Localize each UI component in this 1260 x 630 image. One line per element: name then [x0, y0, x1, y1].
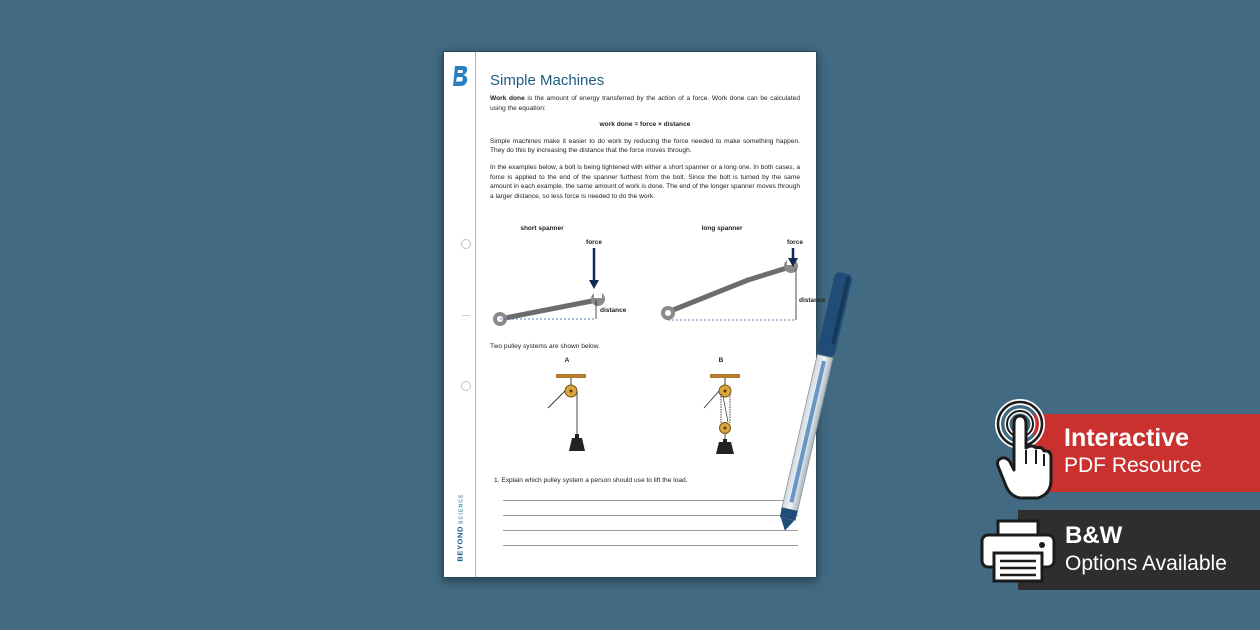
bw-title: B&W [1065, 522, 1123, 549]
short-force-label: force [586, 239, 602, 246]
long-spanner-label: long spanner [701, 225, 743, 232]
interactive-subtitle: PDF Resource [1064, 454, 1202, 477]
answer-line-1[interactable] [503, 500, 798, 501]
pulley-intro: Two pulley systems are shown below. [490, 343, 600, 350]
interactive-title: Interactive [1064, 424, 1190, 452]
punch-hole-top [461, 239, 471, 249]
brand-main: BEYOND [455, 525, 465, 562]
pulley-a-label: A [564, 357, 570, 364]
answer-line-3[interactable] [503, 530, 798, 531]
printer-icon [978, 517, 1058, 585]
brand-vertical [453, 482, 467, 572]
pulley-a [548, 374, 586, 451]
pen-icon [760, 260, 870, 540]
paragraph-2: Simple machines make it easier to do work by reducing the force needed to make something happen. They do this by increasing the distance that the force moves through. [490, 137, 800, 155]
long-distance-label: distance [799, 297, 826, 304]
margin-line [475, 52, 476, 577]
bw-subtitle: Options Available [1065, 552, 1227, 575]
short-force-arrowhead [589, 280, 599, 289]
brand-sub: SCIENCE [458, 492, 465, 524]
long-force-label: force [787, 239, 803, 246]
intro-paragraph [490, 94, 800, 113]
question-1: 1. Explain which pulley system a person should use to lift the load. [494, 477, 688, 484]
short-distance-label: distance [600, 307, 627, 314]
equation: work done = force × distance [599, 121, 691, 129]
intro-rest: is the amount of energy transferred by the action of a force. Work done can be calculated using the equation: [490, 95, 800, 112]
touch-hand-icon [990, 398, 1056, 502]
answer-line-4[interactable] [503, 545, 798, 546]
pulley-b-label: B [718, 357, 724, 364]
short-spanner-label: short spanner [520, 225, 564, 232]
worksheet-content [490, 71, 800, 208]
answer-line-2[interactable] [503, 515, 798, 516]
punch-hole-bottom [461, 381, 471, 391]
intro-bold: Work done [490, 95, 525, 102]
beyond-logo-icon [452, 65, 470, 87]
fold-mark [462, 315, 470, 316]
interactive-banner [1034, 414, 1260, 492]
page-title: Simple Machines [490, 72, 605, 89]
paragraph-3: In the examples below, a bolt is being tightened with either a short spanner or a long one. In both cases, a force is applied to the end of the spanner furthest from the bolt. Since the bolt is turned by the same amount in each example, the same amount of work is done. The end of the longer spanner moves through a larger distance, so less force is needed to do the work. [490, 163, 800, 200]
pulley-b [704, 374, 740, 454]
short-spanner [493, 292, 605, 326]
